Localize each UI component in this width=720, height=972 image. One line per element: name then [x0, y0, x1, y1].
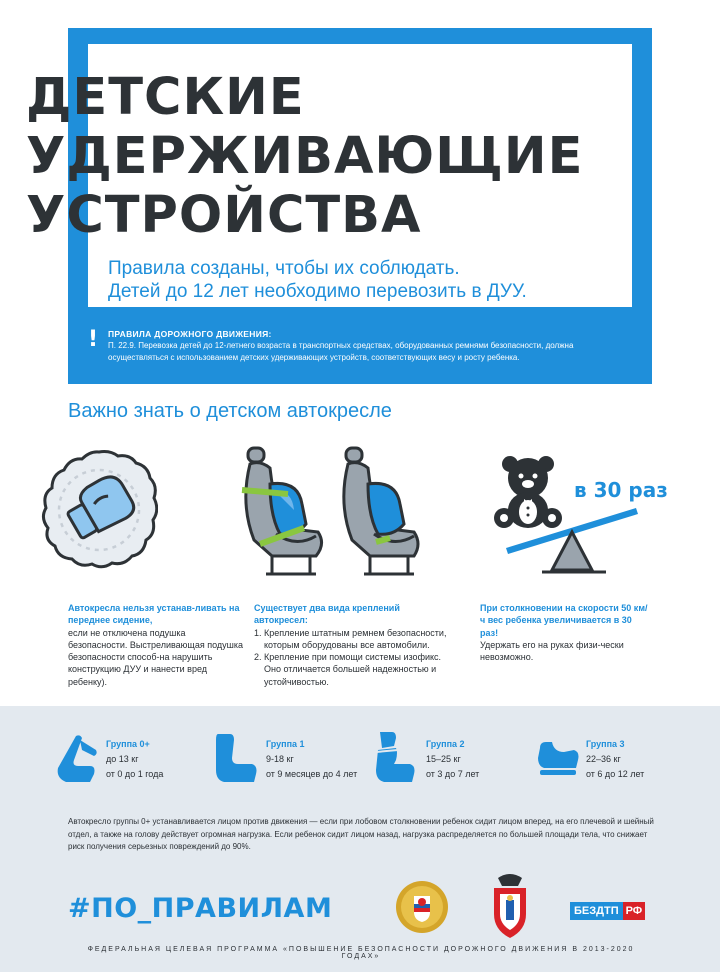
footer-program: ФЕДЕРАЛЬНАЯ ЦЕЛЕВАЯ ПРОГРАММА «ПОВЫШЕНИЕ БЕЗОПАСНОСТИ ДОРОЖНОГО ДВИЖЕНИЯ В 2013-2020 ГОДАХ»	[87, 946, 635, 960]
group-weight: до 13 кг	[106, 754, 139, 764]
list-item: 1. Крепление штатным ремнем безопасности, которым оборудованы все автомобили.	[264, 627, 454, 652]
collision-body: Удержать его на руках физи-чески невозможно.	[480, 639, 624, 663]
info-column-airbag	[68, 602, 243, 688]
subtitle-line-2: Детей до 12 лет необходимо перевозить в ДУУ.	[108, 281, 527, 302]
exclamation-icon: !	[88, 327, 99, 352]
group-2	[426, 737, 586, 782]
subtitle-line-1: Правила созданы, чтобы их соблюдать.	[108, 258, 460, 279]
group-age: от 9 месяцев до 4 лет	[266, 769, 358, 779]
group-name: Группа 0+	[106, 739, 150, 749]
group-age: от 6 до 12 лет	[586, 769, 645, 779]
info-column-collision	[480, 602, 650, 663]
group-weight: 22–36 кг	[586, 754, 621, 764]
rear-facing-note: Автокресло группы 0+ устанавливается лицом против движения — если при лобовом столкновении ребенок сидит лицом вперед, на его плечевой и шейный отдел, а также на голову действует огромная нагрузка. Если ребенок сидит лицом назад, нагрузка распределяется по большей площади тела, что снижает риск получения серьезных повреждений до 90%.	[68, 817, 654, 851]
traffic-rules-block	[108, 329, 628, 364]
infant-carrier-icon	[50, 730, 102, 785]
poster-title	[26, 68, 583, 245]
traffic-rules-text: П. 22.9. Перевозка детей до 12-летнего возраста в транспортных средствах, оборудованных ремнями безопасности, должна осуществляться с использованием детских удерживающих устройств, соответствующих весу и росту ребенка.	[108, 341, 574, 362]
bezdtp-logo-text: БЕЗДТП	[570, 902, 623, 920]
group-name: Группа 2	[426, 739, 465, 749]
mounting-lead: Существует два вида креплений автокресел:	[254, 603, 400, 626]
group-1	[266, 737, 426, 782]
teddy-bear-seesaw-icon	[486, 452, 686, 576]
section-title: Важно знать о детском автокресле	[68, 400, 392, 422]
group-age: от 3 до 7 лет	[426, 769, 480, 779]
title-line-3: УСТРОЙСТВА	[26, 186, 422, 245]
poster-subtitle	[108, 257, 527, 303]
group-0plus	[106, 737, 266, 782]
title-line-2: УДЕРЖИВАЮЩИЕ	[26, 127, 584, 186]
list-item: 2. Крепление при помощи системы изофикс. Оно отличается большей надежностью и устойчивостью.	[264, 651, 454, 688]
group-name: Группа 1	[266, 739, 305, 749]
mvd-coat-of-arms-icon	[486, 868, 534, 940]
bezdtp-logo	[570, 902, 645, 920]
group-name: Группа 3	[586, 739, 625, 749]
airbag-lead: Автокресла нельзя устанав-ливать на переднее сидение,	[68, 603, 240, 626]
bezdtp-logo-rf: РФ	[623, 902, 646, 920]
group-weight: 15–25 кг	[426, 754, 461, 764]
collision-lead: При столкновении на скорости 50 км/ч вес ребенка увеличивается в 30 раз!	[480, 603, 648, 638]
traffic-police-emblem-icon	[394, 878, 450, 936]
info-column-mounting	[254, 602, 454, 688]
airbag-body: если не отключена подушка безопасности. Выстреливающая подушка безопасности способ-на нарушить конструкцию ДУУ и нанести вред ребенку).	[68, 627, 243, 687]
hashtag: #ПО_ПРАВИЛАМ	[68, 893, 333, 924]
group-3	[586, 737, 706, 782]
traffic-rules-heading: ПРАВИЛА ДОРОЖНОГО ДВИЖЕНИЯ:	[108, 329, 272, 339]
airbag-boxing-glove-icon	[40, 448, 158, 572]
group-weight: 9-18 кг	[266, 754, 294, 764]
mounting-list	[254, 627, 454, 688]
car-seat-mounting-icon	[236, 444, 420, 576]
title-line-1: ДЕТСКИЕ	[26, 68, 305, 127]
group-age: от 0 до 1 года	[106, 769, 164, 779]
weight-multiplier-badge: в 30 раз	[574, 478, 668, 502]
